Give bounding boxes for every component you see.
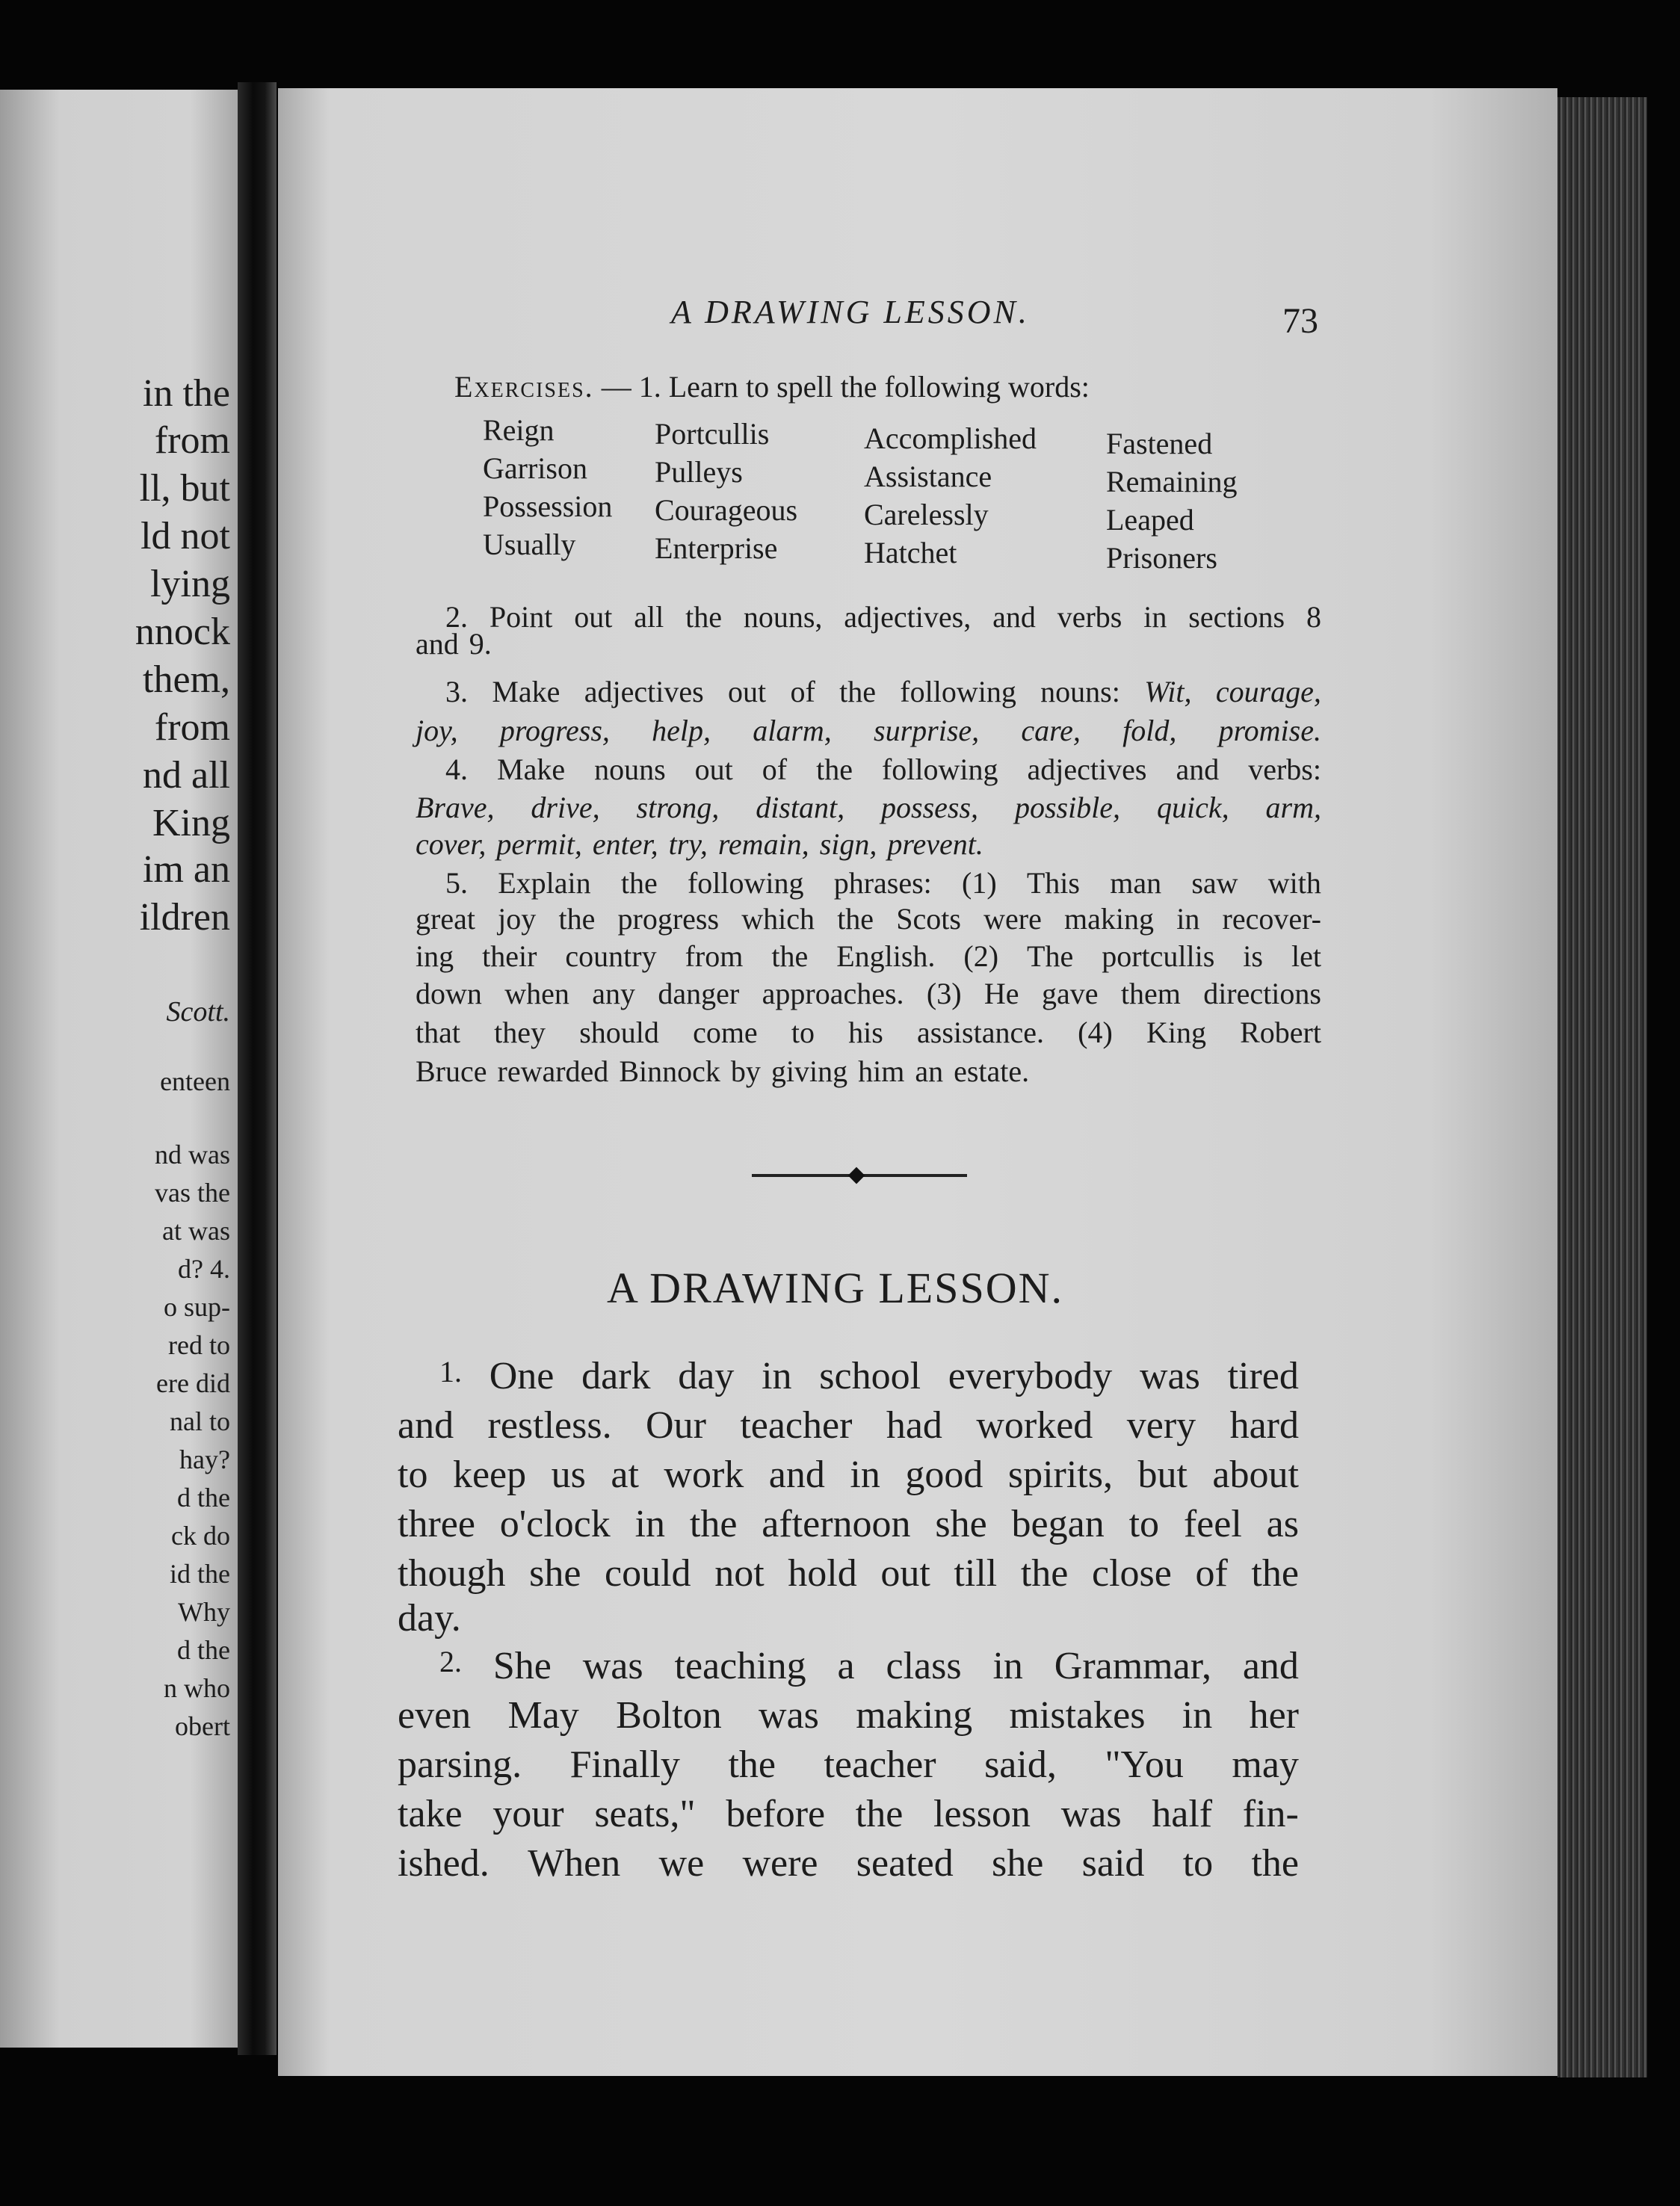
left-page-line: im an	[143, 848, 230, 891]
lesson-word: class	[886, 1645, 962, 1687]
lesson-word: could	[605, 1552, 691, 1595]
lesson-word: keep	[452, 1453, 527, 1496]
page-number: 73	[1282, 301, 1318, 341]
lesson-word: Bolton	[616, 1694, 722, 1737]
left-page-small-line: d the	[177, 1635, 230, 1665]
exercise-word: nouns,	[743, 600, 823, 634]
lesson-word: close	[1092, 1552, 1172, 1595]
lesson-word: even	[398, 1694, 472, 1737]
exercise-word: fold,	[1122, 714, 1177, 747]
lesson-word: of	[1195, 1552, 1228, 1595]
exercise-word: Wit,	[1144, 675, 1192, 708]
exercise-line	[445, 752, 1321, 787]
lesson-word: a	[837, 1645, 855, 1687]
lesson-word: lesson	[933, 1793, 1031, 1835]
spelling-word: Prisoners	[1106, 541, 1217, 575]
spelling-word: Portcullis	[655, 417, 770, 451]
exercise-word: sign,	[819, 827, 877, 861]
exercise-word: approaches.	[762, 977, 904, 1010]
left-page-small-line: id the	[170, 1559, 230, 1589]
exercise-word: help,	[652, 714, 711, 747]
exercise-word: 8	[1306, 600, 1321, 634]
exercise-word: progress	[617, 902, 720, 936]
spelling-word: Accomplished	[864, 421, 1037, 455]
exercise-word: Bruce	[416, 1054, 487, 1088]
left-page-small-line: Why	[178, 1597, 230, 1627]
exercise-word: try,	[668, 827, 708, 861]
exercise-word: any	[592, 977, 636, 1010]
book-gutter	[238, 82, 277, 2055]
lesson-line	[398, 1453, 1299, 1497]
lesson-word: One	[489, 1355, 555, 1397]
lesson-word: half	[1152, 1793, 1213, 1835]
spelling-word: Courageous	[655, 493, 798, 527]
spelling-word: Leaped	[1106, 503, 1194, 537]
exercise-word: ing	[416, 939, 454, 973]
running-head: A DRAWING LESSON.	[671, 294, 1030, 330]
lesson-word: feel	[1183, 1503, 1242, 1545]
left-page-small-line: enteen	[160, 1066, 230, 1096]
lesson-word: till	[954, 1552, 998, 1595]
exercise-word: and	[1176, 753, 1220, 786]
exercise-word: assistance.	[917, 1016, 1044, 1049]
exercise-word: care,	[1021, 714, 1081, 747]
lesson-word: said,	[984, 1743, 1057, 1786]
lesson-word: Finally	[569, 1743, 680, 1786]
exercise-word: 9.	[469, 627, 492, 661]
lesson-word: began	[1011, 1503, 1105, 1545]
lesson-word: good	[905, 1453, 983, 1496]
lesson-word: day	[678, 1355, 735, 1397]
exercise-word: his	[848, 1016, 883, 1049]
exercise-word: danger	[658, 977, 740, 1010]
exercise-word: 5.	[445, 866, 468, 900]
exercise-word: (4)	[1078, 1016, 1113, 1049]
exercises-intro: — 1. Learn to spell the following words:	[601, 370, 1090, 404]
exercise-word: country	[565, 939, 657, 973]
lesson-line	[398, 1596, 1299, 1640]
lesson-word: as	[1266, 1503, 1299, 1545]
exercise-word: promise.	[1218, 714, 1321, 747]
lesson-word: her	[1249, 1694, 1299, 1737]
lesson-word: very	[1126, 1404, 1196, 1447]
lesson-word: ished.	[398, 1842, 490, 1885]
exercise-line	[416, 790, 1321, 825]
lesson-word: said	[1081, 1842, 1145, 1885]
lesson-word: we	[658, 1842, 705, 1885]
exercise-word: distant,	[756, 791, 845, 824]
exercise-word: making	[1064, 902, 1155, 936]
exercise-word: portcullis	[1102, 939, 1215, 973]
left-page-small-line: ere did	[156, 1368, 230, 1398]
exercise-word: adjectives	[584, 675, 704, 708]
exercise-word: were	[983, 902, 1042, 936]
lesson-word: hard	[1229, 1404, 1299, 1447]
lesson-word: day.	[398, 1597, 461, 1640]
lesson-line	[439, 1354, 1299, 1398]
lesson-title: A DRAWING LESSON.	[607, 1264, 1063, 1312]
left-page-attribution: Scott.	[166, 996, 230, 1028]
lesson-line	[398, 1841, 1299, 1885]
lesson-word: before	[726, 1793, 826, 1835]
spelling-word: Assistance	[864, 460, 992, 493]
exercise-word: following	[900, 675, 1016, 708]
exercise-word: verbs:	[1248, 753, 1321, 786]
exercise-word: an	[915, 1054, 944, 1088]
spelling-word: Usually	[483, 528, 576, 561]
lesson-word: dark	[581, 1355, 651, 1397]
exercise-word: and	[992, 600, 1036, 634]
exercise-word: Point	[489, 600, 553, 634]
exercises-label: Exercises.	[454, 370, 594, 404]
left-page-line: King	[152, 802, 230, 844]
lesson-word: take	[398, 1793, 463, 1835]
exercise-line	[416, 827, 1321, 862]
exercise-word: joy	[498, 902, 537, 936]
exercise-word: from	[685, 939, 744, 973]
left-page-line: lying	[150, 563, 230, 605]
page-edges	[1557, 97, 1647, 2077]
lesson-word: spirits,	[1007, 1453, 1113, 1496]
lesson-word: but	[1137, 1453, 1188, 1496]
left-page-line: nd all	[143, 754, 230, 797]
lesson-word: May	[507, 1694, 579, 1737]
lesson-word: was	[1139, 1355, 1200, 1397]
lesson-word: and	[1242, 1645, 1299, 1687]
exercise-word: when	[504, 977, 569, 1010]
spelling-word: Remaining	[1106, 465, 1238, 498]
lesson-word: making	[856, 1694, 973, 1737]
exercise-word: out	[694, 753, 733, 786]
exercise-word: Make	[492, 675, 560, 708]
exercise-word: Make	[497, 753, 566, 786]
exercise-word: Explain	[498, 866, 591, 900]
lesson-word: in	[992, 1645, 1023, 1687]
exercise-word: with	[1267, 866, 1321, 900]
exercise-word: arm,	[1265, 791, 1321, 824]
lesson-word: teacher	[740, 1404, 853, 1447]
exercise-word: adjectives,	[844, 600, 972, 634]
exercise-line	[416, 1054, 1321, 1089]
lesson-word: seated	[856, 1842, 954, 1885]
lesson-word: seats,"	[594, 1793, 696, 1835]
exercise-line	[416, 901, 1321, 936]
left-page-line: ll, but	[139, 467, 230, 510]
exercise-word: remain,	[717, 827, 809, 861]
exercise-line	[445, 674, 1321, 709]
lesson-word: She	[492, 1645, 552, 1687]
exercise-word: following	[687, 866, 804, 900]
exercise-word: great	[416, 902, 475, 936]
left-page-small-line: at was	[162, 1216, 230, 1246]
paragraph-number: 2.	[439, 1645, 462, 1678]
exercise-word: down	[416, 977, 482, 1010]
spelling-word: Garrison	[483, 451, 587, 485]
exercise-word: the	[839, 675, 876, 708]
exercise-word: of	[762, 753, 788, 786]
exercise-word: man	[1110, 866, 1162, 900]
spelling-word: Pulleys	[655, 455, 743, 489]
exercise-line	[416, 1015, 1321, 1050]
lesson-line	[398, 1403, 1299, 1448]
exercise-word: The	[1027, 939, 1074, 973]
exercise-word: (2)	[963, 939, 999, 973]
exercise-word: to	[791, 1016, 815, 1049]
exercise-word: out	[727, 675, 767, 708]
spelling-word: Enterprise	[655, 531, 778, 565]
lesson-word: was	[759, 1694, 819, 1737]
left-page-small-line: d the	[177, 1483, 230, 1513]
lesson-word: and	[398, 1404, 454, 1447]
lesson-word: work	[664, 1453, 744, 1496]
exercise-word: Brave,	[416, 791, 495, 824]
exercise-word: permit,	[496, 827, 582, 861]
exercise-word: courage,	[1215, 675, 1321, 708]
exercise-word: the	[558, 902, 596, 936]
lesson-word: had	[886, 1404, 942, 1447]
exercise-word: (1)	[962, 866, 997, 900]
left-page-line: them,	[143, 658, 230, 701]
lesson-line	[398, 1792, 1299, 1836]
spelling-word: Hatchet	[864, 536, 957, 569]
exercise-word: alarm,	[753, 714, 832, 747]
exercise-line	[416, 939, 1321, 974]
left-page-small-line: red to	[168, 1330, 230, 1360]
exercise-word: the	[620, 866, 658, 900]
left-page-small-line: obert	[175, 1711, 230, 1741]
exercise-word: quick,	[1156, 791, 1229, 824]
exercise-word: directions	[1203, 977, 1321, 1010]
exercise-word: surprise,	[874, 714, 980, 747]
lesson-word: school	[819, 1355, 921, 1397]
left-page-small-line: o sup-	[164, 1292, 230, 1322]
exercise-word: adjectives	[1027, 753, 1147, 786]
exercise-word: by	[730, 1054, 761, 1088]
lesson-word: she	[529, 1552, 581, 1595]
exercise-word: This	[1026, 866, 1080, 900]
lesson-word: the	[1020, 1552, 1069, 1595]
lesson-word: to	[398, 1453, 428, 1496]
exercise-word: giving	[770, 1054, 848, 1088]
left-page-line: in the	[143, 372, 230, 415]
lesson-line	[398, 1502, 1299, 1546]
exercise-word: 2.	[445, 600, 468, 634]
lesson-word: worked	[976, 1404, 1093, 1447]
exercise-word: their	[482, 939, 537, 973]
lesson-line	[398, 1743, 1299, 1787]
lesson-word: mistakes	[1009, 1694, 1146, 1737]
lesson-word: "You	[1105, 1743, 1184, 1786]
lesson-word: Our	[646, 1404, 706, 1447]
lesson-word: was	[582, 1645, 643, 1687]
lesson-word: she	[992, 1842, 1044, 1885]
lesson-word: the	[689, 1503, 738, 1545]
exercise-word: phrases:	[833, 866, 932, 900]
spelling-word: Fastened	[1106, 427, 1213, 460]
lesson-word: the	[1251, 1842, 1299, 1885]
lesson-word: Grammar,	[1054, 1645, 1211, 1687]
left-page-line: ld not	[140, 515, 230, 557]
spelling-word: Possession	[483, 489, 613, 523]
exercise-word: nouns	[594, 753, 666, 786]
exercise-word: drive,	[531, 791, 600, 824]
lesson-word: though	[398, 1552, 506, 1595]
exercise-word: 4.	[445, 753, 468, 786]
lesson-word: in	[1182, 1694, 1213, 1737]
left-page-line: from	[154, 419, 230, 462]
exercise-word: in	[1176, 902, 1200, 936]
exercise-word: possess,	[881, 791, 979, 824]
left-page-small-line: n who	[164, 1673, 230, 1703]
exercise-word: the	[771, 939, 809, 973]
exercise-word: King	[1146, 1016, 1206, 1049]
lesson-word: the	[728, 1743, 776, 1786]
paragraph-number: 1.	[439, 1355, 462, 1388]
exercise-word: estate.	[954, 1054, 1030, 1088]
lesson-line	[398, 1551, 1299, 1595]
exercise-word: him	[858, 1054, 905, 1088]
left-page-small-line: vas the	[155, 1178, 230, 1208]
exercise-line	[416, 713, 1321, 748]
lesson-word: in	[762, 1355, 792, 1397]
exercise-word: all	[634, 600, 664, 634]
left-page-small-line: hay?	[179, 1445, 230, 1474]
exercise-word: let	[1291, 939, 1321, 973]
lesson-word: the	[1251, 1552, 1299, 1595]
exercise-word: progress,	[499, 714, 610, 747]
exercise-line	[416, 976, 1321, 1011]
left-facing-page	[0, 90, 238, 2048]
exercise-word: strong,	[636, 791, 720, 824]
lesson-word: not	[714, 1552, 765, 1595]
lesson-word: to	[1128, 1503, 1160, 1545]
lesson-word: tired	[1227, 1355, 1299, 1397]
lesson-word: fin-	[1242, 1793, 1299, 1835]
lesson-word: restless.	[487, 1404, 612, 1447]
exercise-word: rewarded	[497, 1054, 609, 1088]
exercise-word: nouns:	[1040, 675, 1120, 708]
exercise-word: He	[983, 977, 1019, 1010]
exercise-word: is	[1243, 939, 1263, 973]
lesson-word: in	[634, 1503, 666, 1545]
lesson-word: parsing.	[398, 1743, 522, 1786]
exercise-word: which	[741, 902, 815, 936]
lesson-line	[398, 1693, 1299, 1737]
exercise-word: the	[816, 753, 853, 786]
exercise-line	[416, 626, 1321, 661]
exercise-word: the	[837, 902, 874, 936]
left-page-small-line: nd was	[155, 1140, 230, 1170]
lesson-word: were	[742, 1842, 818, 1885]
lesson-word: in	[850, 1453, 880, 1496]
lesson-word: your	[492, 1793, 564, 1835]
exercise-word: of	[790, 675, 815, 708]
exercises-heading	[454, 369, 1090, 404]
lesson-word: afternoon	[762, 1503, 911, 1545]
exercise-word: prevent.	[887, 827, 983, 861]
lesson-word: at	[611, 1453, 639, 1496]
lesson-word: out	[880, 1552, 930, 1595]
lesson-word: teaching	[674, 1645, 806, 1687]
exercise-word: 3.	[445, 675, 468, 708]
exercise-word: enter,	[592, 827, 658, 861]
exercise-word: joy,	[416, 714, 458, 747]
exercise-word: Scots	[896, 902, 961, 936]
exercise-word: sections	[1188, 600, 1285, 634]
lesson-word: to	[1182, 1842, 1214, 1885]
left-page-small-line: d? 4.	[178, 1254, 230, 1284]
exercise-word: should	[579, 1016, 659, 1049]
lesson-word: was	[1060, 1793, 1122, 1835]
spelling-word: Reign	[483, 413, 555, 447]
exercise-word: the	[685, 600, 722, 634]
exercise-word: Robert	[1240, 1016, 1321, 1049]
lesson-word: she	[935, 1503, 987, 1545]
left-page-line: nnock	[135, 611, 230, 653]
exercise-word: possible,	[1014, 791, 1121, 824]
lesson-word: about	[1212, 1453, 1299, 1496]
exercise-word: them	[1120, 977, 1181, 1010]
exercise-word: following	[881, 753, 998, 786]
lesson-word: three	[398, 1503, 475, 1545]
lesson-word: hold	[788, 1552, 857, 1595]
exercise-word: (3)	[926, 977, 962, 1010]
lesson-word: and	[768, 1453, 825, 1496]
exercise-word: that	[416, 1016, 460, 1049]
exercise-word: in	[1143, 600, 1167, 634]
lesson-word: everybody	[948, 1355, 1113, 1397]
exercise-word: and	[416, 627, 459, 661]
lesson-word: When	[528, 1842, 621, 1885]
lesson-word: teacher	[824, 1743, 936, 1786]
left-page-line: ildren	[139, 896, 230, 939]
lesson-word: o'clock	[499, 1503, 611, 1545]
exercise-word: Binnock	[619, 1054, 720, 1088]
exercise-word: recover-	[1222, 902, 1321, 936]
left-page-small-line: nal to	[170, 1406, 230, 1436]
exercise-word: verbs	[1057, 600, 1122, 634]
exercise-word: English.	[836, 939, 936, 973]
exercise-word: cover,	[416, 827, 487, 861]
spelling-word: Carelessly	[864, 498, 989, 531]
exercise-word: they	[494, 1016, 546, 1049]
lesson-word: the	[855, 1793, 904, 1835]
left-page-line: from	[154, 706, 230, 749]
exercise-word: out	[574, 600, 613, 634]
exercise-word: come	[693, 1016, 758, 1049]
exercise-line	[445, 865, 1321, 900]
lesson-word: may	[1232, 1743, 1299, 1786]
exercise-word: gave	[1041, 977, 1099, 1010]
lesson-line	[439, 1644, 1299, 1688]
left-page-small-line: ck do	[171, 1521, 230, 1551]
lesson-word: us	[551, 1453, 586, 1496]
exercise-word: saw	[1191, 866, 1238, 900]
